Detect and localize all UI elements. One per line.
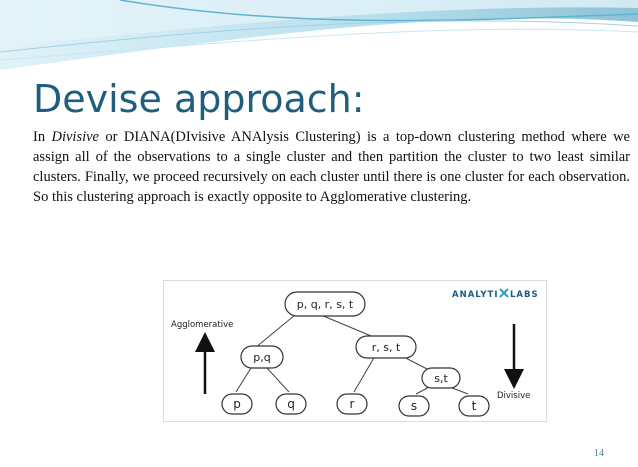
body-prefix: In <box>33 129 52 145</box>
header-swoosh-decoration <box>0 0 638 80</box>
leaf-p <box>222 394 252 414</box>
divisive-label: Divisive <box>497 391 531 401</box>
node-root <box>285 292 365 316</box>
leaf-t-label: t <box>471 399 477 413</box>
node-root-label: p, q, r, s, t <box>296 298 354 311</box>
logo-text-right: LABS <box>510 290 539 300</box>
leaf-t <box>459 396 489 416</box>
clustering-diagram <box>163 280 547 422</box>
node-st <box>422 368 460 388</box>
body-text-main: or DIANA(DIvisive ANAlysis Clustering) is a top-down clustering method where we assign all of the observations to a single cluster and then partition the cluster to two least similar clusters. Finally, we proceed recursively on each cluster until there is one cluster for each observation. So this clustering approach is exactly opposite to Agglomerative clustering. <box>33 129 630 205</box>
leaf-s-label: s <box>410 399 418 413</box>
node-st-label: s,t <box>434 372 448 385</box>
leaf-r-label: r <box>349 397 355 411</box>
leaf-p-label: p <box>233 397 241 411</box>
page-number: 14 <box>594 448 604 459</box>
logo-text-left: ANALYTI <box>452 290 499 300</box>
body-emphasis: Divisive <box>51 129 99 145</box>
slide-title: Devise approach: <box>33 77 365 121</box>
leaf-q <box>276 394 306 414</box>
node-rst <box>356 336 416 358</box>
node-pq <box>241 346 283 368</box>
node-rst-label: r, s, t <box>371 341 401 354</box>
body-paragraph <box>33 127 630 207</box>
leaf-r <box>337 394 367 414</box>
leaf-s <box>399 396 429 416</box>
node-pq-label: p,q <box>253 351 271 364</box>
analytixlabs-logo <box>452 289 539 300</box>
agglomerative-label: Agglomerative <box>171 320 234 330</box>
leaf-q-label: q <box>287 397 295 411</box>
